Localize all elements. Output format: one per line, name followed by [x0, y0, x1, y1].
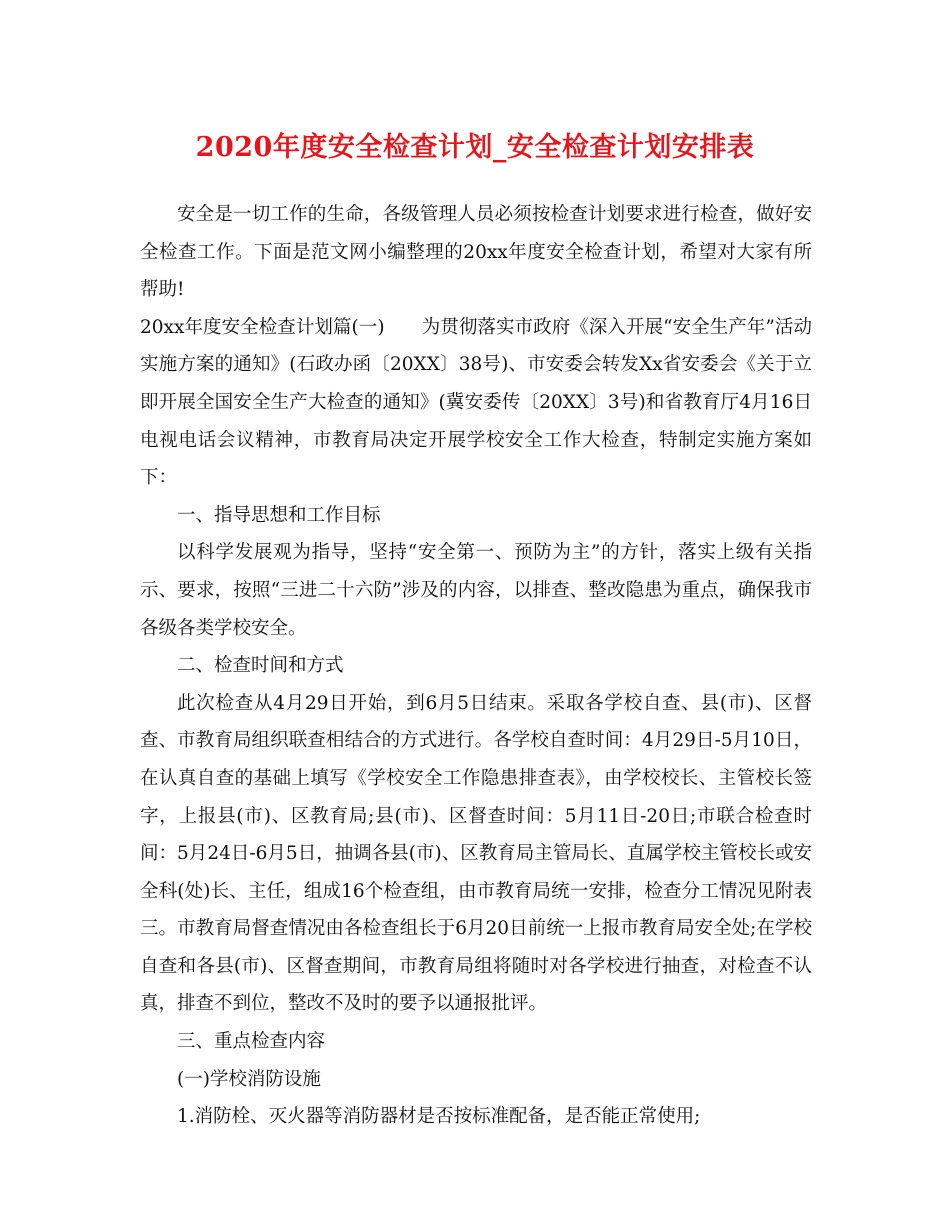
intro-paragraph: 安全是一切工作的生命，各级管理人员必须按检查计划要求进行检查，做好安全检查工作。下面是范文网小编整理的20xx年度安全检查计划，希望对大家有所帮助!: [140, 204, 812, 301]
document-title: 2020年度安全检查计划_安全检查计划安排表: [195, 132, 755, 163]
subsection-heading: (一)学校消防设施: [177, 1068, 321, 1090]
list-item: 1.消防栓、灭火器等消防器材是否按标准配备，是否能正常使用;: [177, 1106, 701, 1128]
section-paragraph-2: 此次检查从4月29日开始，到6月5日结束。采取各学校自查、县(市)、区督查、市教育局组织联查相结合的方式进行。各学校自查时间：4月29日-5月10日，在认真自查的基础上填写《学校安全工作隐患排查表》，由学校校长、主管校长签字，上报县(市)、区教育局;县(市)、区督查时间：5月11日-20日;市联合检查时间：5月24日-6月5日，抽调各县(市)、区教育局主管局长、直属学校主管校长或安全科(处)长、主任，组成16个检查组，由市教育局统一安排，检查分工情况见附表三。市教育局督查情况由各检查组长于6月20日前统一上报市教育局安全处;在学校自查和各县(市)、区督查期间，市教育局组将随时对各学校进行抽查，对检查不认真，排查不到位，整改不及时的要予以通报批评。: [140, 692, 812, 1015]
section-heading-3: 三、重点检查内容: [177, 1031, 326, 1053]
section-paragraph-1: 以科学发展观为指导，坚持“安全第一、预防为主”的方针，落实上级有关指示、要求，按照“三进二十六防”涉及的内容，以排查、整改隐患为重点，确保我市各级各类学校安全。: [140, 542, 812, 639]
section-heading-1: 一、指导思想和工作目标: [177, 504, 381, 526]
plan-intro-paragraph: 20xx年度安全检查计划篇(一) 为贯彻落实市政府《深入开展“安全生产年”活动实施方案的通知》(石政办函〔20XX〕38号)、市安委会转发Xx省安委会《关于立即开展全国安全生产大检查的通知》(冀安委传〔20XX〕3号)和省教育厅4月16日电视电话会议精神，市教育局决定开展学校安全工作大检查，特制定实施方案如下：: [140, 316, 812, 489]
section-heading-2: 二、检查时间和方式: [177, 655, 344, 677]
document-body: [140, 196, 812, 1136]
